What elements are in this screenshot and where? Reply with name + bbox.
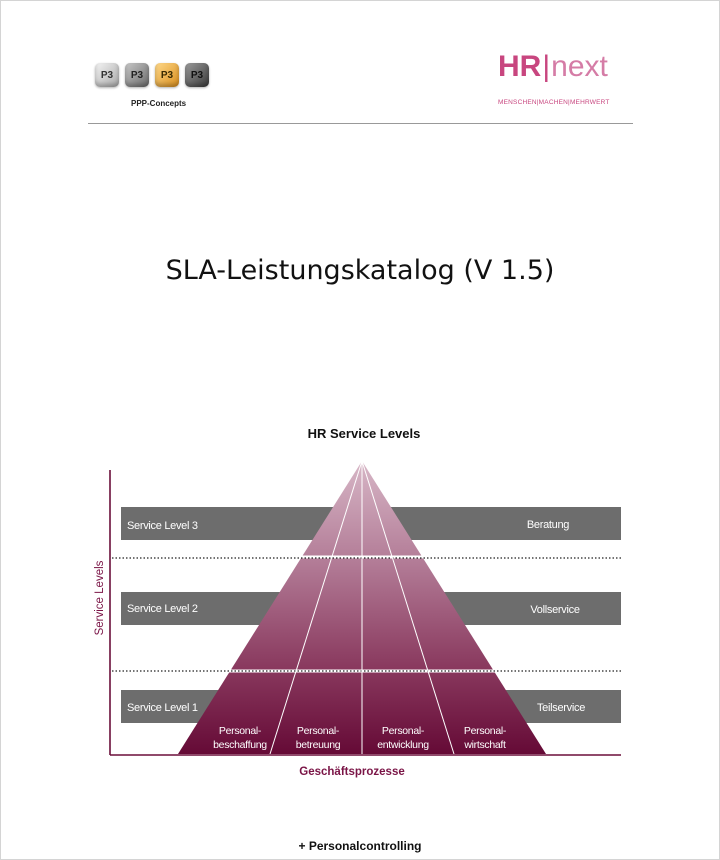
p3-badge-icon: P3: [125, 63, 149, 87]
diagram-title: HR Service Levels: [307, 426, 421, 441]
logo-separator: |: [542, 50, 551, 83]
p3-badge-icon: P3: [95, 63, 119, 87]
x-axis-label: Geschäftsprozesse: [299, 766, 405, 778]
level-2-label: Service Level 2: [127, 603, 198, 615]
process-3-line1: Personal-: [381, 725, 425, 737]
p3-badge-icon: P3: [155, 63, 179, 87]
level-3-service: Beratung: [526, 519, 570, 531]
logo-next: next: [551, 50, 608, 83]
process-4-line1: Personal-: [463, 725, 507, 737]
logo-hr: HR: [498, 50, 542, 83]
level-2-service: Vollservice: [530, 604, 580, 616]
footer-note: + Personalcontrolling: [298, 839, 422, 853]
level-3-label: Service Level 3: [127, 520, 198, 532]
brand-caption: PPP-Concepts: [131, 99, 187, 108]
y-axis-label: Service Levels: [94, 560, 106, 636]
process-4-line2: wirtschaft: [464, 739, 506, 751]
process-1-line2: beschaffung: [213, 739, 267, 751]
process-1-line1: Personal-: [218, 725, 262, 737]
process-2-line1: Personal-: [296, 725, 340, 737]
logo-tagline: MENSCHEN|MACHEN|MEHRWERT: [498, 99, 610, 106]
process-3-line2: entwicklung: [377, 739, 429, 751]
level-1-service: Teilservice: [536, 702, 586, 714]
p3-badge-icon: P3: [185, 63, 209, 87]
page-title: SLA-Leistungskatalog (V 1.5): [165, 255, 555, 286]
process-2-line2: betreuung: [295, 739, 341, 751]
level-1-label: Service Level 1: [127, 702, 198, 714]
